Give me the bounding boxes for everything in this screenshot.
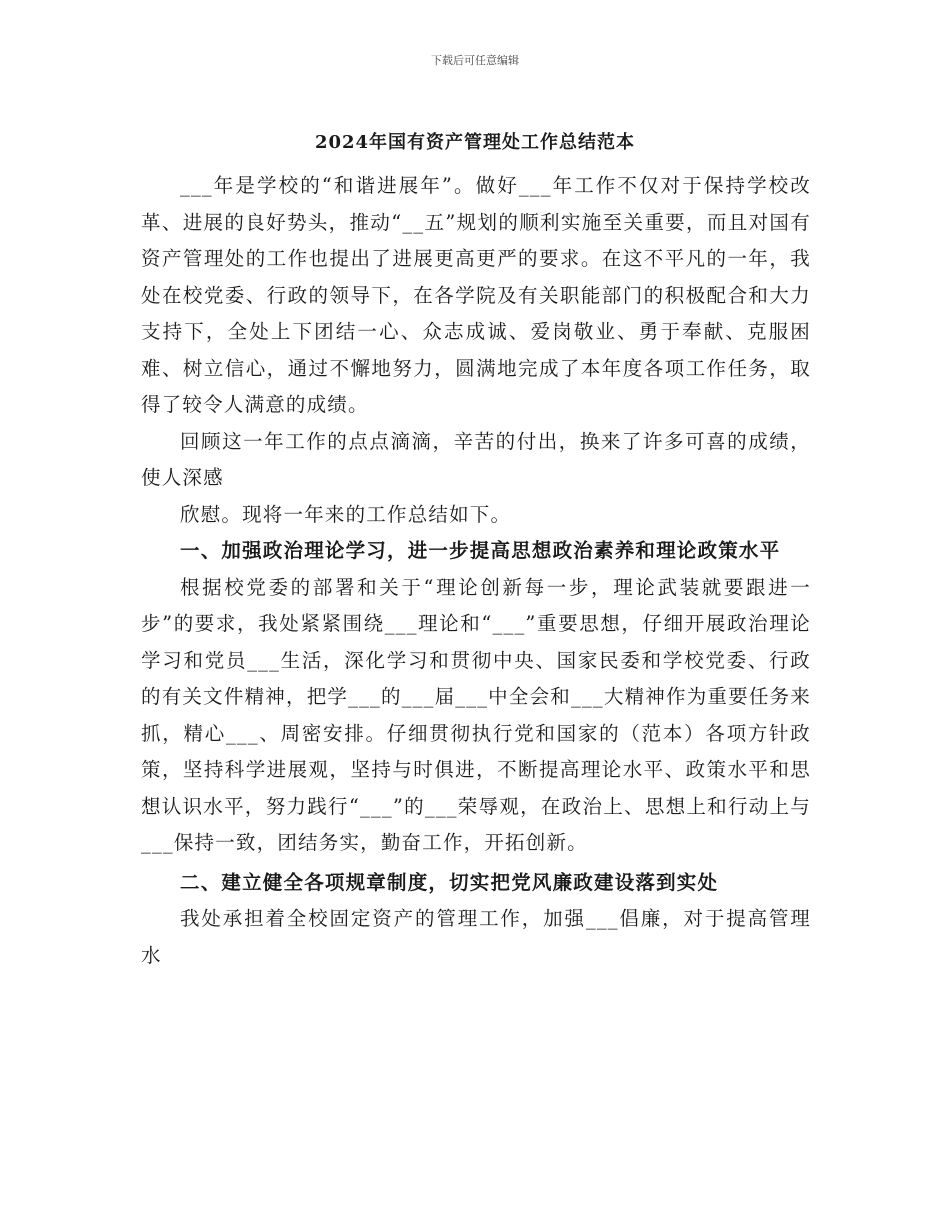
document-body: [141, 168, 811, 974]
paragraph-intro: ___年是学校的“和谐进展年”。做好___年工作不仅对于保持学校改革、进展的良好势头，推动“__五”规划的顺利实施至关重要，而且对国有资产管理处的工作也提出了进展更高更严的要求。在这不平凡的一年，我处在校党委、行政的领导下，在各学院及有关职能部门的积极配合和大力支持下，全处上下团结一心、众志成诚、爱岗敬业、勇于奉献、克服困难、树立信心，通过不懈地努力，圆满地完成了本年度各项工作任务，取得了较令人满意的成绩。: [141, 174, 811, 416]
paragraph-review: 回顾这一年工作的点点滴滴，辛苦的付出，换来了许多可喜的成绩，使人深感: [141, 429, 811, 489]
section-heading-2: 二、建立健全各项规章制度，切实把党风廉政建设落到实处: [180, 870, 719, 894]
paragraph-section-1: 根据校党委的部署和关于“理论创新每一步，理论武装就要跟进一步”的要求，我处紧紧围绕___理论和“___”重要思想，仔细开展政治理论学习和党员___生活，深化学习和贯彻中央、国家民委和学校党委、行政的有关文件精神，把学___的___届___中全会和___大精神作为重要任务来抓，精心___、周密安排。仔细贯彻执行党和国家的（范本）各项方针政策，坚持科学进展观，坚持与时俱进，不断提高理论水平、政策水平和思想认识水平，努力践行“___”的___荣辱观，在政治上、思想上和行动上与___保持一致，团结务实，勤奋工作，开拓创新。: [141, 575, 811, 854]
document-title: 2024年国有资产管理处工作总结范本: [314, 132, 636, 153]
section-heading-1: 一、加强政治理论学习，进一步提高思想政治素养和理论政策水平: [180, 539, 781, 562]
page-header-note: 下载后可任意编辑: [431, 54, 519, 67]
paragraph-section-2: 我处承担着全校固定资产的管理工作，加强___倡廉，对于提高管理水: [141, 907, 811, 967]
paragraph-summary-lead: 欣慰。现将一年来的工作总结如下。: [180, 502, 512, 526]
